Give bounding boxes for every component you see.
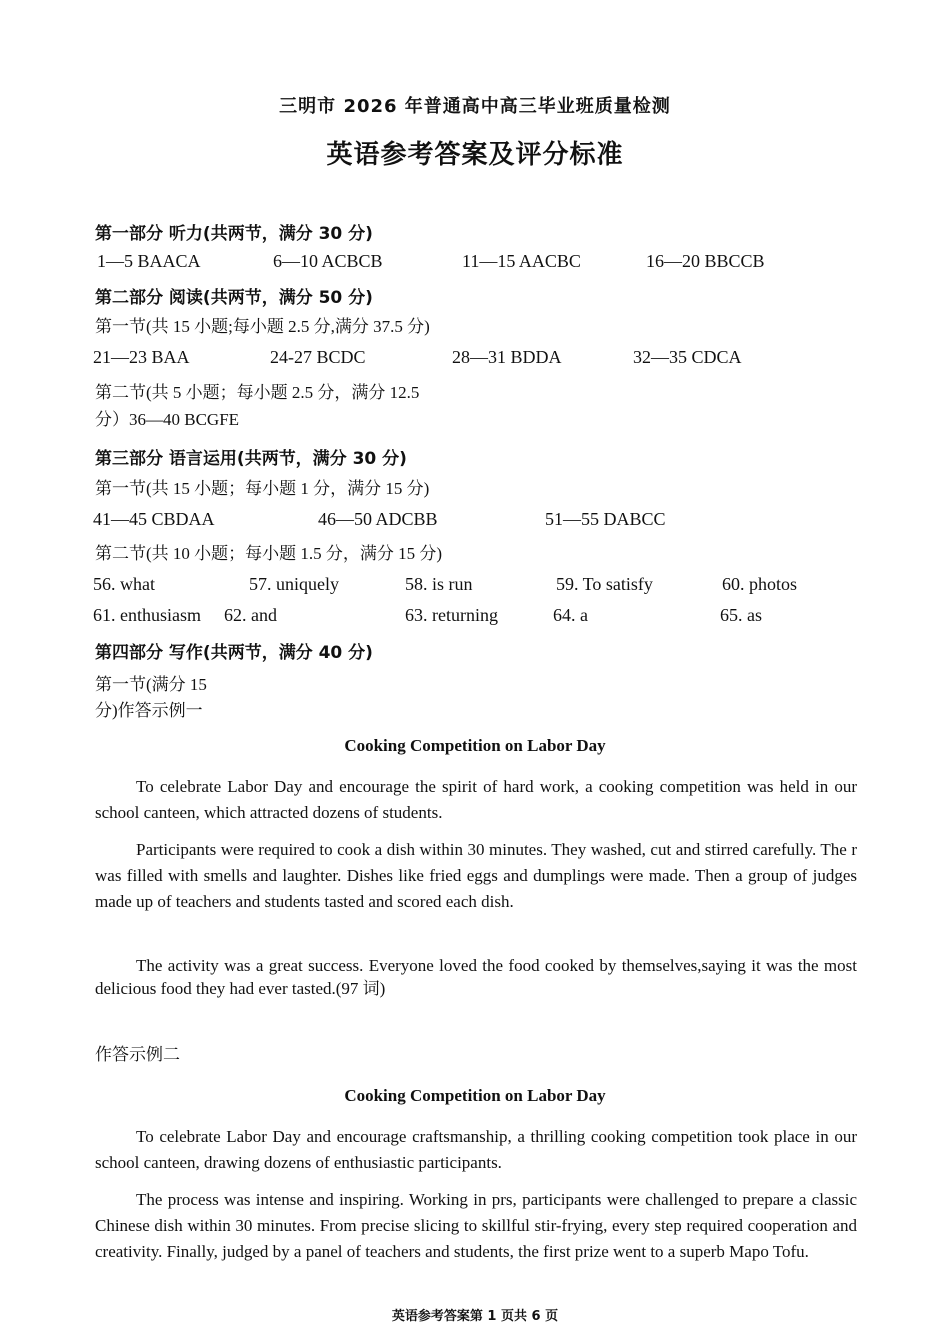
part2-section1-label: 第一节(共 15 小题;每小题 2.5 分,满分 37.5 分) <box>95 317 430 336</box>
answer-group: 6—10 ACBCB <box>273 251 383 271</box>
essay2-paragraph: The process was intense and inspiring. Working in prs, participants were challenged to prepare a classic Chinese dish within 30 minutes. From precise slicing to skillful stir-frying, every step required cooperation and creativity. Finally, judged by a panel of teachers and students, the first prize went to a superb Mapo Tofu. <box>95 1190 857 1261</box>
blank-answer: 60. photos <box>722 574 798 594</box>
essay1-paragraph: To celebrate Labor Day and encourage the spirit of hard work, a cooking competition was held in our school canteen, which attracted dozens of students. <box>95 777 857 822</box>
part2-section2-line1: 第二节(共 5 小题；每小题 2.5 分，满分 12.5 <box>95 383 420 402</box>
blank-answer: 65. as <box>720 605 762 625</box>
answer-group: 16—20 BBCCB <box>646 251 765 271</box>
part1-answer-row <box>0 251 950 275</box>
part2-answer-row <box>0 347 950 371</box>
essay2-paragraph: To celebrate Labor Day and encourage craftsmanship, a thrilling cooking competition took place in our school canteen, drawing dozens of enthusiastic participants. <box>95 1127 857 1172</box>
essay1-title: Cooking Competition on Labor Day <box>344 736 606 755</box>
answer-group: 11—15 AACBC <box>462 251 581 271</box>
answer-group: 32—35 CDCA <box>633 347 742 367</box>
part3-section1-label: 第一节(共 15 小题；每小题 1 分，满分 15 分) <box>95 479 430 498</box>
answer-group: 51—55 DABCC <box>545 509 666 529</box>
answer-group: 46—50 ADCBB <box>318 509 438 529</box>
blank-answer: 56. what <box>93 574 155 594</box>
answer-group: 41—45 CBDAA <box>93 509 215 529</box>
part3-blank-row <box>0 605 950 629</box>
blank-answer: 59. To satisfy <box>556 574 653 594</box>
blank-answer: 61. enthusiasm <box>93 605 201 625</box>
part1-heading: 第一部分 听力(共两节，满分 30 分) <box>95 224 373 244</box>
blank-answer: 62. and <box>224 605 277 625</box>
part2-heading: 第二部分 阅读(共两节，满分 50 分) <box>95 288 373 308</box>
answer-group: 28—31 BDDA <box>452 347 562 367</box>
answer-group: 24-27 BCDC <box>270 347 366 367</box>
blank-answer: 58. is run <box>405 574 473 594</box>
essay2-label: 作答示例二 <box>95 1045 180 1064</box>
blank-answer: 57. uniquely <box>249 574 339 594</box>
essay1-paragraph: The activity was a great success. Everyone loved the food cooked by themselves,saying it was the most delicious food they had ever tasted.(97 词) <box>95 956 857 998</box>
part4-heading: 第四部分 写作(共两节，满分 40 分) <box>95 643 373 663</box>
blank-answer: 63. returning <box>405 605 498 625</box>
essay1-paragraph: Participants were required to cook a dish within 30 minutes. They washed, cut and stirred carefully. The r was filled with smells and laughter. Dishes like fried eggs and dumplings were made. Then a group of judges made up of teachers and students tasted and scored each dish. <box>95 840 857 911</box>
answer-group: 21—23 BAA <box>93 347 190 367</box>
part4-section1-line2: 分)作答示例一 <box>95 701 203 720</box>
page-footer: 英语参考答案第 1 页共 6 页 <box>391 1309 559 1324</box>
blank-answer: 64. a <box>553 605 588 625</box>
essay2-title: Cooking Competition on Labor Day <box>344 1086 606 1105</box>
part3-blank-row <box>0 574 950 598</box>
part4-section1-line1: 第一节(满分 15 <box>95 675 207 694</box>
part3-section2-label: 第二节(共 10 小题；每小题 1.5 分，满分 15 分) <box>95 544 443 563</box>
exam-title: 三明市 2026 年普通高中高三毕业班质量检测 <box>279 96 671 117</box>
document-title: 英语参考答案及评分标准 <box>326 140 624 170</box>
answer-group: 1—5 BAACA <box>97 251 201 271</box>
part3-heading: 第三部分 语言运用(共两节，满分 30 分) <box>95 449 407 469</box>
part3-answer-row <box>0 509 950 533</box>
part2-section2-line2: 分）36—40 BCGFE <box>95 410 240 429</box>
